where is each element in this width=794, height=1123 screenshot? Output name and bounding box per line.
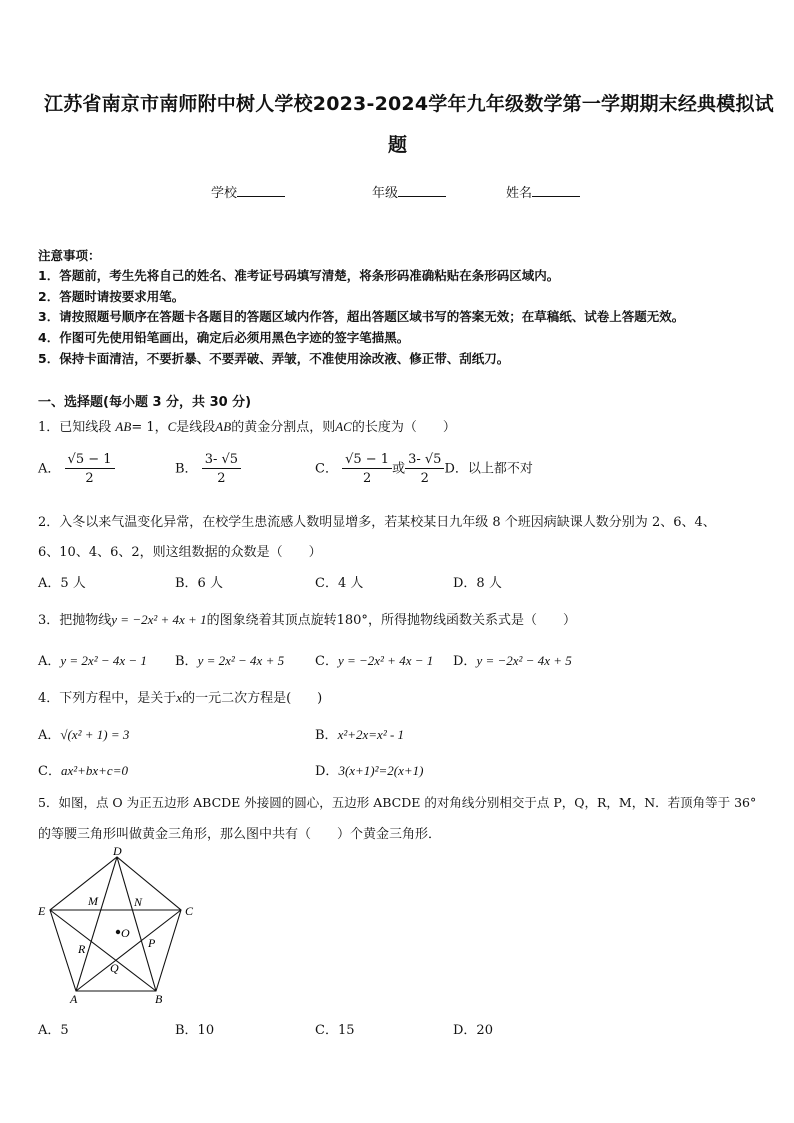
center-point xyxy=(116,930,120,934)
note-item: 3．请按照题号顺序在答题卡各题目的答题区域内作答，超出答题区域书写的答案无效；在草稿纸、试卷上答题无效。 xyxy=(38,309,685,324)
grade-field[interactable] xyxy=(372,182,446,201)
option-expression: √(x² + 1) = 3 xyxy=(60,727,130,742)
q4-option-a[interactable] xyxy=(38,724,129,743)
q3-function: y = −2x² + 4x + 1 xyxy=(111,612,207,627)
name-label: 姓名 xyxy=(506,186,533,201)
q1-c: C xyxy=(167,419,177,434)
q1-prefix: 1．已知线段 xyxy=(38,420,112,435)
numerator: 3- √5 xyxy=(202,452,241,469)
denominator: 2 xyxy=(362,471,372,486)
numerator: 3- √5 xyxy=(405,452,444,469)
fraction xyxy=(65,452,115,486)
school-field[interactable] xyxy=(211,182,285,201)
q2-option-a[interactable]: A．5 人 xyxy=(38,576,86,591)
q1-ab2: AB xyxy=(215,419,232,434)
point-label-o: O xyxy=(121,926,130,940)
vertex-label-d: D xyxy=(113,845,122,858)
school-blank[interactable] xyxy=(237,184,285,197)
note-item: 1．答题前，考生先将自己的姓名、准考证号码填写清楚，将条形码准确粘贴在条形码区域内。 xyxy=(38,268,560,283)
q4-suffix: 的一元二次方程是( ) xyxy=(182,691,323,706)
point-label-n: N xyxy=(134,895,143,909)
name-field[interactable] xyxy=(506,182,580,201)
diagonal-bd xyxy=(117,857,156,991)
point-label-r: R xyxy=(78,942,86,956)
q3-prefix: 3．把抛物线 xyxy=(38,613,112,628)
page-title: 江苏省南京市南师附中树人学校2023-2024学年九年级数学第一学期期末经典模拟试 xyxy=(44,93,774,115)
q2-option-b[interactable]: B．6 人 xyxy=(175,576,223,591)
option-label: C． xyxy=(315,654,338,669)
vertex-label-a: A xyxy=(70,992,78,1006)
q3-suffix: ，所得抛物线函数关系式是（ ） xyxy=(367,613,576,628)
option-expression: y = 2x² − 4x − 1 xyxy=(60,653,147,668)
q3-option-c[interactable] xyxy=(315,650,433,669)
or-text: 或 xyxy=(392,461,406,477)
option-label: C． xyxy=(315,461,338,477)
denominator: 2 xyxy=(85,471,94,486)
option-label: B． xyxy=(175,461,198,477)
q4-option-d[interactable] xyxy=(315,760,424,779)
q5-option-c[interactable]: C．15 xyxy=(315,1023,355,1038)
name-blank[interactable] xyxy=(532,184,580,197)
numerator: √5 − 1 xyxy=(342,452,392,469)
q3-mid: 的图象绕着其顶点旋转 xyxy=(206,613,337,628)
denominator: 2 xyxy=(217,471,226,486)
q5-option-d[interactable]: D．20 xyxy=(453,1023,493,1038)
question-1 xyxy=(38,416,456,435)
question-5-line2: 的等腰三角形叫做黄金三角形，那么图中共有（ ）个黄金三角形． xyxy=(38,827,442,842)
q3-option-a[interactable] xyxy=(38,650,147,669)
vertex-label-e: E xyxy=(38,904,46,918)
q1-ac: AC xyxy=(335,419,352,434)
q5-option-a[interactable]: A．5 xyxy=(38,1023,69,1038)
grade-blank[interactable] xyxy=(398,184,446,197)
vertex-label-b: B xyxy=(155,992,163,1006)
q3-option-b[interactable] xyxy=(175,650,284,669)
denominator: 2 xyxy=(420,471,429,486)
option-label: B． xyxy=(175,654,198,669)
page-title-continued: 题 xyxy=(388,134,408,156)
diagonal-ac xyxy=(76,910,181,991)
question-2-line1: 2．入冬以来气温变化异常，在校学生患流感人数明显增多，若某校某日九年级 8 个班因病缺课人数分别为 2、6、4、 xyxy=(38,515,716,530)
question-2-line2: 6、10、4、6、2，则这组数据的众数是（ ） xyxy=(38,545,322,560)
question-5-line1: 5．如图，点 O 为正五边形 ABCDE 外接圆的圆心，五边形 ABCDE 的对角线分别相交于点 P，Q，R，M，N．若顶角等于 36° xyxy=(38,795,757,810)
section-heading: 一、选择题(每小题 3 分，共 30 分) xyxy=(38,395,252,410)
q2-option-c[interactable]: C．4 人 xyxy=(315,576,364,591)
q4-variable: x xyxy=(176,690,183,705)
question-4 xyxy=(38,687,322,706)
q1-mid: 是线段 xyxy=(176,420,216,435)
option-expression: ax²+bx+c=0 xyxy=(60,763,128,778)
q1-ab: AB xyxy=(115,419,132,434)
note-item: 4．作图可先使用铅笔画出，确定后必须用黑色字迹的签字笔描黑。 xyxy=(38,330,410,345)
q1-mid2: 的黄金分割点，则 xyxy=(231,420,336,435)
note-item: 2．答题时请按要求用笔。 xyxy=(38,289,185,304)
fraction xyxy=(202,452,241,486)
option-label: A． xyxy=(38,461,61,477)
option-expression: x²+2x=x² - 1 xyxy=(337,727,405,742)
q1-suffix: 的长度为（ ） xyxy=(351,420,456,435)
q1-option-c[interactable] xyxy=(315,452,533,486)
point-label-m: M xyxy=(88,894,98,908)
diagonal-be xyxy=(50,910,156,991)
q2-option-d[interactable]: D．8 人 xyxy=(453,576,502,591)
school-label: 学校 xyxy=(211,186,238,201)
point-label-q: Q xyxy=(110,961,119,975)
numerator: √5 − 1 xyxy=(65,452,115,469)
option-label: A． xyxy=(38,728,61,743)
notes-heading: 注意事项： xyxy=(38,248,101,263)
option-expression: y = −2x² − 4x + 5 xyxy=(476,653,572,668)
q4-option-c[interactable] xyxy=(38,760,128,779)
option-label: A． xyxy=(38,654,61,669)
option-label: B． xyxy=(315,728,338,743)
option-expression: y = −2x² + 4x − 1 xyxy=(337,653,434,668)
q1-option-b[interactable] xyxy=(175,452,241,486)
option-label: D． xyxy=(453,654,477,669)
fraction xyxy=(405,452,444,486)
grade-label: 年级 xyxy=(372,186,399,201)
fraction xyxy=(342,452,392,486)
point-label-p: P xyxy=(148,936,156,950)
q1-option-d[interactable]: D．以上都不对 xyxy=(444,461,533,477)
q1-eq: = 1， xyxy=(131,420,168,435)
option-expression: 3(x+1)²=2(x+1) xyxy=(338,763,424,778)
q3-degree: 180° xyxy=(336,613,368,628)
question-3 xyxy=(38,609,576,628)
note-item: 5．保持卡面清洁，不要折暴、不要弄破、弄皱，不准使用涂改液、修正带、刮纸刀。 xyxy=(38,351,510,366)
option-expression: y = 2x² − 4x + 5 xyxy=(197,653,285,668)
q1-option-a[interactable] xyxy=(38,452,115,486)
q5-option-b[interactable]: B．10 xyxy=(175,1023,215,1038)
option-label: C． xyxy=(38,764,61,779)
pentagon-figure xyxy=(30,845,205,1010)
q4-option-b[interactable] xyxy=(315,724,404,743)
option-label: D． xyxy=(315,764,339,779)
q3-option-d[interactable] xyxy=(453,650,572,669)
q4-prefix: 4．下列方程中，是关于 xyxy=(38,691,177,706)
vertex-label-c: C xyxy=(185,904,194,918)
